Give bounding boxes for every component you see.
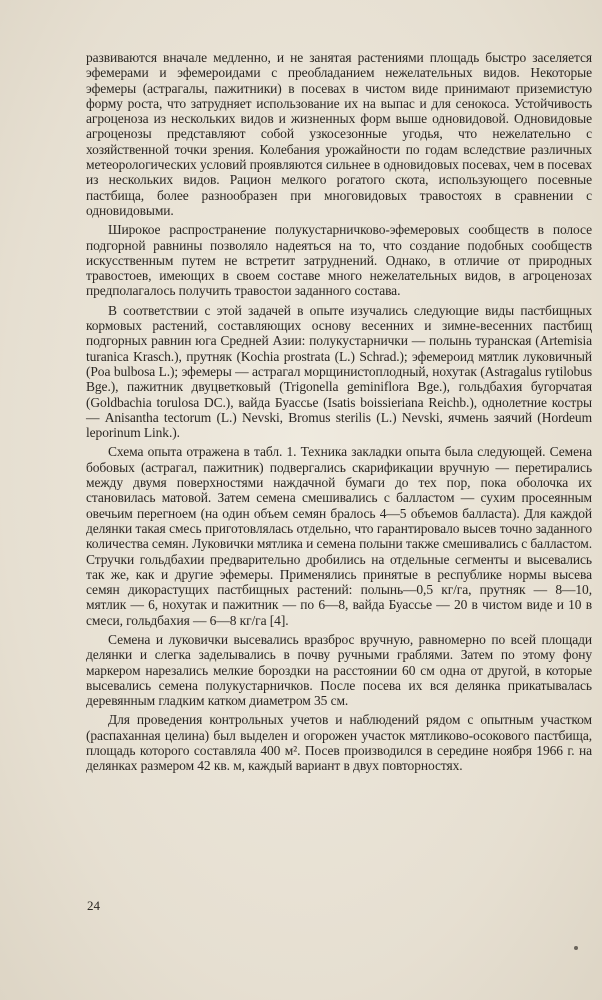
body-text <box>86 50 592 776</box>
paragraph-5: Семена и луковички высевались вразброс вручную, равномерно по всей площади делянки и слегка заделывались в почву ручными граблями. Затем по этому фону маркером нарезались мелкие бороздки на расстоянии 60 см одна от другой, в которые высевались семена полукустарничков. После посева их вся делянка прикатывалась деревянным гладким катком диаметром 35 см. <box>86 631 592 709</box>
page-number: 24 <box>87 898 100 913</box>
paragraph-6: Для проведения контрольных учетов и наблюдений рядом с опытным участком (распаханная целина) был выделен и огорожен участок мятликово-осокового пастбища, площадь которого составляла 400 м². Посев производился в середине ноября 1966 г. на делянках размером 42 кв. м, каждый вариант в двух повторностях. <box>86 712 592 774</box>
paragraph-2: Широкое распространение полукустарничково-эфемеровых сообществ в полосе подгорной равнины позволяло надеяться на то, что создание подобных сообществ искусственным путем не встретит затруднений. Однако, в отличие от природных травостоев, имеющих в своем составе много нежелательных видов, в агроценозах предполагалось получить травостои заданного состава. <box>86 222 592 299</box>
paragraph-3: В соответствии с этой задачей в опыте изучались следующие виды пастбищных кормовых растений, составляющих основу весенних и зимне-весенних пастбищ подгорных равнин юга Средней Азии: полукустарнички — полынь туранская (Artemisia turanica Krasch.), прутняк (Kochia prostrata (L.) Schrad.); эфемероид мятлик луковичный (Poa bulbosa L.); эфемеры — астрагал морщинистоплодный, нохутак (Astragalus rytilobus Bge.), пажитник двуцветковый (Trigonella geminiflora Bge.), гольдбахия бугорчатая (Goldbachia torulosa DC.), вайда Буассье (Isatis boissieriana Reichb.), однолетние костры — Anisantha tectorum (L.) Nevski, Bromus sterilis (L.) Nevski, ячмень заячий (Hordeum leporinum Link.). <box>86 302 592 441</box>
paragraph-1: развиваются вначале медленно, и не занятая растениями площадь быстро заселяется эфемерами и эфемероидами с преобладанием нежелательных видов. Некоторые эфемеры (астрагалы, пажитники) в посевах в чистом виде принимают приземистую форму роста, что затрудняет использование их на выпас и для сенокоса. Устойчивость агроценоза из нескольких видов и жизненных форм выше одновидовой. Одновидовые агроценозы представляют собой узкосезонные угодья, что нежелательно с хозяйственной точки зрения. Колебания урожайности по годам вследствие различных метеорологических условий проявляются сильнее в одновидовых посевах, чем в посевах из нескольких видов. Рацион мелкого рогатого скота, использующего посевные пастбища, более разнообразен при многовидовых травостоях в сравнении с одновидовыми. <box>86 50 592 218</box>
paper-speck <box>574 946 578 950</box>
paragraph-4: Схема опыта отражена в табл. 1. Техника закладки опыта была следующей. Семена бобовых (астрагал, пажитник) подвергались скарификации вручную — перетирались между двумя поверхностями наждачной бумаги до тех пор, пока оболочка их становилась матовой. Затем семена смешивались с балластом — сухим просеянным овечьим перегноем (на один объем семян бралось 4—5 объемов балласта). Для каждой делянки такая смесь приготовлялась отдельно, что гарантировало высев точно заданного количества семян. Луковички мятлика и семена полыни также смешивались с балластом. Стручки гольдбахии предварительно дробились на отдельные сегменты и высевались так же, как и другие эфемеры. Применялись принятые в республике нормы высева семян дикорастущих пастбищных растений: полынь—0,5 кг/га, прутняк — 8—10, мятлик — 6, нохутак и пажитник — по 6—8, вайда Буассье — 20 в чистом виде и 10 в смеси, гольдбахия — 6—8 кг/га [4]. <box>86 444 592 628</box>
